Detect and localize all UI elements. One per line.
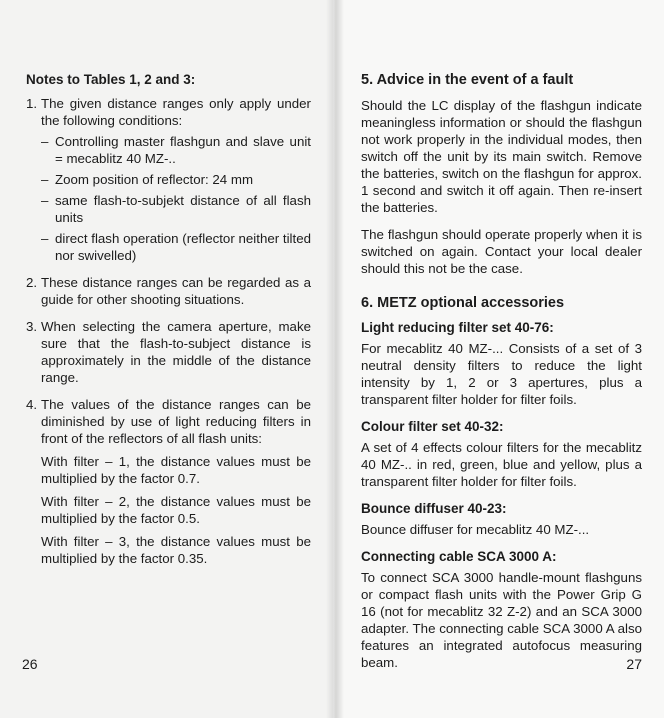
note-text: These distance ranges can be regarded as a guide for other shooting situations. <box>41 275 311 307</box>
conditions-list <box>41 133 311 264</box>
notes-title: Notes to Tables 1, 2 and 3: <box>26 72 196 87</box>
fault-paragraph-1: Should the LC display of the flashgun indicate meaningless information or should the flashgun not work properly in the individual modes, then switch off the unit by its main switch. Remove the batteries, switch on the flashgun for approx. 1 second and switch it off again. Then re-insert the batteries. <box>361 98 642 215</box>
accessory-title: Bounce diffuser 40-23: <box>361 501 507 516</box>
accessory-title: Colour filter set 40-32: <box>361 419 504 434</box>
note-1 <box>26 95 311 264</box>
note-3 <box>26 318 311 386</box>
note-text: The given distance ranges only apply under the following conditions: <box>41 96 311 128</box>
filter-factor-1: With filter – 1, the distance values must be multiplied by the factor 0.7. <box>41 454 311 486</box>
notes-list <box>26 95 311 567</box>
condition-item: – Controlling master flashgun and slave unit = mecablitz 40 MZ-.. <box>41 134 311 166</box>
note-text: The values of the distance ranges can be diminished by use of light reducing filters in front of the reflectors of all flash units: <box>41 397 311 446</box>
accessory-item <box>361 419 642 490</box>
accessory-text: A set of 4 effects colour filters for the mecablitz 40 MZ-.. in red, green, blue and yellow, plus a transparent filter holder for filter foils. <box>361 440 642 489</box>
page-number: 26 <box>22 656 38 672</box>
accessory-text: To connect SCA 3000 handle-mount flashguns or compact flash units with the Power Grip G 16 (not for mecablitz 32 Z-2) and an SCA 3000 adapter. The connecting cable SCA 3000 A also features an integrated autofocus measuring beam. <box>361 570 642 670</box>
fault-paragraph-2: The flashgun should operate properly when it is switched on again. Contact your local dealer should this not be the case. <box>361 227 642 276</box>
accessory-title: Light reducing filter set 40-76: <box>361 320 554 335</box>
section-heading-accessories: 6. METZ optional accessories <box>361 295 565 311</box>
filter-factor-3: With filter – 3, the distance values must be multiplied by the factor 0.35. <box>41 534 311 566</box>
accessory-title: Connecting cable SCA 3000 A: <box>361 549 557 564</box>
section-heading-fault: 5. Advice in the event of a fault <box>361 72 574 88</box>
note-2 <box>26 274 311 308</box>
note-number: 1. <box>26 96 38 111</box>
note-number: 2. <box>26 275 38 290</box>
accessory-item <box>361 501 642 538</box>
condition-item: – direct flash operation (reflector neither tilted nor swivelled) <box>41 231 311 263</box>
accessory-text: For mecablitz 40 MZ-... Consists of a set of 3 neutral density filters to reduce the light intensity by 1, 2 or 3 apertures, plus a transparent filter holder for filter foils. <box>361 341 642 407</box>
accessory-item <box>361 549 642 671</box>
note-text: When selecting the camera aperture, make sure that the flash-to-subject distance is approximately in the middle of the distance range. <box>41 319 311 385</box>
condition-item: – same flash-to-subjekt distance of all flash units <box>41 193 311 225</box>
note-4 <box>26 396 311 567</box>
page-number: 27 <box>626 656 642 672</box>
note-number: 4. <box>26 397 38 412</box>
accessory-text: Bounce diffuser for mecablitz 40 MZ-... <box>361 522 590 537</box>
accessory-item <box>361 320 642 408</box>
note-number: 3. <box>26 319 38 334</box>
condition-item: – Zoom position of reflector: 24 mm <box>41 172 254 187</box>
right-page <box>333 0 664 718</box>
filter-factor-2: With filter – 2, the distance values must be multiplied by the factor 0.5. <box>41 494 311 526</box>
